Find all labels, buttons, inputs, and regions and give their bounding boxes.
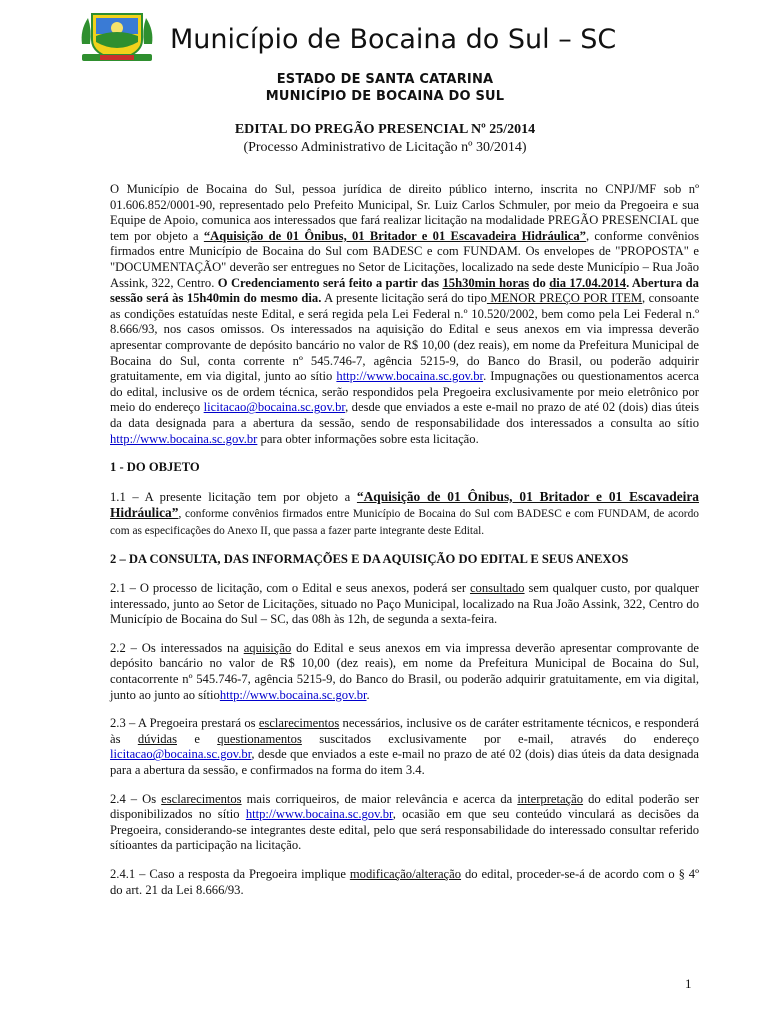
municipality-name: MUNICÍPIO DE BOCAINA DO SUL xyxy=(265,89,505,104)
email-link[interactable]: licitacao@bocaina.sc.gov.br xyxy=(110,747,252,762)
intro-paragraph: O Município de Bocaina do Sul, pessoa jurídica de direito público interno, inscrita no CNPJ/MF sob nº 01.606.852/0001-90, representado pelo Prefeito Municipal, Sr. Luiz Carlos Schmuler, por meio da Pregoeira e sua Equipe de Apoio, comunica aos interessados que fará realizar licitação na modalidade PREGÃO PRESENCIAL que tem por objeto a “Aquisição de 01 Ônibus, 01 Britador e 01 Escavadeira Hidráulica”, conforme convênios firmados entre Município de Bocaina do Sul com BADESC e com FUNDAM. Os envelopes de "PROPOSTA" e "DOCUMENTAÇÃO" deverão ser entregues no Setor de Licitações, localizado na sede deste Município – Rua João Assink, 322, Centro. O Credenciamento será feito a partir das 15h30min horas do dia 17.04.2014. Abertura da sessão será às 15h40min do mesmo dia. A presente licitação será do tipo MENOR PREÇO POR ITEM, consoante as condições estatuídas neste Edital, e será regida pela Lei Federal n.º 10.520/2002, bem como pela Lei Federal n.º 8.666/93, nos casos omissos. Os interessados na aquisição do Edital e seus anexos em via impressa deverão apresentar comprovante de depósito bancário no valor de R$ 10,00 (dez reais), em nome da Prefeitura Municipal de Bocaina do Sul, conta corrente nº 545.746-7, agência 5215-9, do Banco do Brasil, ou poderão adquirir gratuitamente, em via digital, junto ao sítio http://www.bocaina.sc.gov.br. Impugnações ou questionamentos acerca do edital, inclusive os de ordem técnica, serão respondidos pela Pregoeira exclusivamente por meio eletrônico por meio do endereço licitacao@bocaina.sc.gov.br, desde que enviados a este e-mail no prazo de até 02 (dois) dias úteis da data designada para a abertura da sessão, sendo de responsabilidade dos interessados a consulta ao sítio http://www.bocaina.sc.gov.br para obter informações sobre esta licitação. xyxy=(110,182,699,446)
website-link[interactable]: http://www.bocaina.sc.gov.br xyxy=(110,431,258,446)
state-name: ESTADO DE SANTA CATARINA xyxy=(276,72,494,87)
page-number: 1 xyxy=(685,976,692,991)
section-heading: 1 - DO OBJETO xyxy=(110,460,200,475)
page-header xyxy=(78,8,738,68)
document-body xyxy=(110,182,699,911)
site-title: Município de Bocaina do Sul – SC xyxy=(170,24,617,55)
website-link[interactable]: http://www.bocaina.sc.gov.br xyxy=(245,807,393,822)
section-heading: 2 – DA CONSULTA, DAS INFORMAÇÕES E DA AQUISIÇÃO DO EDITAL E SEUS ANEXOS xyxy=(110,552,629,567)
email-link[interactable]: licitacao@bocaina.sc.gov.br xyxy=(203,400,346,415)
clause-2-2: 2.2 – Os interessados na aquisição do Edital e seus anexos em via impressa deverão apresentar comprovante de depósito bancário no valor de R$ 10,00 (dez reais), em nome da Prefeitura Municipal de Bocaina do Sul, contacorrente nº 545.746-7, agência 5215-9, do Banco do Brasil, ou poderão adquirir gratuitamente, em via digital, junto ao junto ao sítiohttp://www.bocaina.sc.gov.br. xyxy=(110,640,700,702)
municipal-coat-of-arms-icon xyxy=(78,10,156,64)
edital-subtitle: (Processo Administrativo de Licitação nº 30/2014) xyxy=(243,140,527,155)
clause-1-1: 1.1 – A presente licitação tem por objeto a “Aquisição de 01 Ônibus, 01 Britador e 01 Escavadeira Hidráulica”, conforme convênios firmados entre Município de Bocaina do Sul com BADESC e com FUNDAM, de acordo com as especificações do Anexo II, que passa a fazer parte integrante deste Edital. xyxy=(110,488,699,537)
website-link[interactable]: http://www.bocaina.sc.gov.br xyxy=(336,369,484,384)
clause-2-3: 2.3 – A Pregoeira prestará os esclarecimentos necessários, inclusive os de caráter estritamente técnicos, e responderá às dúvidas e questionamentos suscitados exclusivamente por e-mail, através do endereço licitacao@bocaina.sc.gov.br, desde que enviados a este e-mail no prazo de até 02 (dois) dias úteis da data designada para a abertura da sessão, e confirmados na forma do item 3.4. xyxy=(110,716,700,777)
website-link[interactable]: http://www.bocaina.sc.gov.br xyxy=(219,687,367,702)
clause-2-4: 2.4 – Os esclarecimentos mais corriqueiros, de maior relevância e acerca da interpretação do edital poderão ser disponibilizados no sítio http://www.bocaina.sc.gov.br, ocasião em que seu conteúdo vinculará as decisões da Pregoeira, considerando-se integrantes deste edital, pelo que será responsabilidade do interessado consultar referido sítioantes da participação na licitação. xyxy=(110,791,700,853)
clause-2-4-1: 2.4.1 – Caso a resposta da Pregoeira implique modificação/alteração do edital, proceder-se-á de acordo com o § 4º do art. 21 da Lei 8.666/93. xyxy=(110,866,699,897)
clause-2-1: 2.1 – O processo de licitação, com o Edital e seus anexos, poderá ser consultado sem qualquer custo, por qualquer interessado, junto ao Setor de Licitações, situado no Paço Municipal, localizado na Rua João Assink, 322, Centro do Município de Bocaina do Sul – SC, das 08h às 12h, de segunda a sexta-feira. xyxy=(110,581,699,627)
edital-title: EDITAL DO PREGÃO PRESENCIAL Nº 25/2014 xyxy=(234,122,536,137)
